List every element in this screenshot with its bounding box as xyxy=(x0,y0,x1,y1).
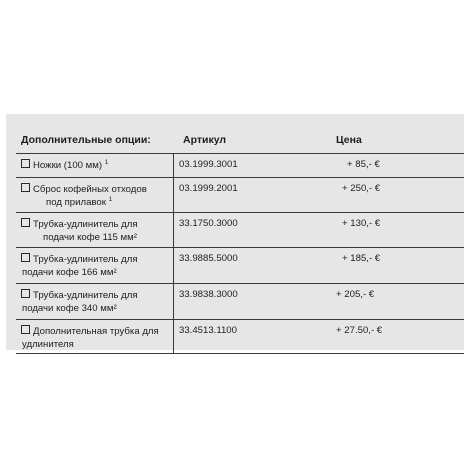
option-name: Сброс кофейных отходов xyxy=(33,184,147,195)
option-name-line2: удлинителя xyxy=(22,338,74,350)
article-cell: 33.4513.1100 xyxy=(179,325,237,336)
checkbox[interactable] xyxy=(21,325,30,334)
option-name-line2: подачи кофе 340 мм² xyxy=(22,302,117,314)
column-divider xyxy=(173,213,174,247)
table-row xyxy=(16,284,464,320)
article-cell: 03.1999.2001 xyxy=(179,183,238,194)
column-divider xyxy=(173,178,174,212)
option-cell xyxy=(21,218,169,244)
column-divider xyxy=(173,320,174,353)
options-panel xyxy=(6,114,464,350)
table-header xyxy=(16,124,464,154)
option-name-line2: подачи кофе 166 мм² xyxy=(22,266,117,278)
price-cell: + 130,- € xyxy=(342,218,381,229)
price-cell: + 85,- € xyxy=(347,159,380,170)
checkbox[interactable] xyxy=(21,253,30,262)
option-name: Дополнительная трубка для xyxy=(33,326,159,337)
footnote-mark: 1 xyxy=(108,195,113,203)
option-cell xyxy=(21,159,169,173)
option-name: Ножки (100 мм) xyxy=(33,160,103,171)
checkbox[interactable] xyxy=(21,183,30,192)
option-name-line2: подачи кофе 115 мм² xyxy=(43,231,137,243)
header-price: Цена xyxy=(336,134,362,146)
article-cell: 03.1999.3001 xyxy=(179,159,238,170)
header-article: Артикул xyxy=(183,134,227,146)
option-cell xyxy=(21,183,169,209)
option-cell xyxy=(21,325,169,351)
checkbox[interactable] xyxy=(21,218,30,227)
column-divider xyxy=(173,154,174,177)
table-row xyxy=(16,154,464,178)
table-row xyxy=(16,213,464,248)
option-name: Трубка-удлинитель для xyxy=(33,254,138,265)
article-cell: 33.9885.5000 xyxy=(179,253,238,264)
checkbox[interactable] xyxy=(21,289,30,298)
footnote-mark: 1 xyxy=(104,159,109,166)
option-name: Трубка-удлинитель для xyxy=(33,290,138,301)
header-options: Дополнительные опции: xyxy=(21,134,151,146)
table-row xyxy=(16,178,464,213)
column-divider xyxy=(173,284,174,319)
column-divider xyxy=(173,248,174,283)
checkbox[interactable] xyxy=(21,159,30,168)
price-cell: + 205,- € xyxy=(336,289,375,300)
table-row xyxy=(16,320,464,354)
table-row xyxy=(16,248,464,284)
option-name-line2: под прилавок xyxy=(46,196,106,208)
option-name: Трубка-удлинитель для xyxy=(33,219,138,230)
option-cell xyxy=(21,289,169,315)
price-cell: + 185,- € xyxy=(342,253,381,264)
article-cell: 33.9838.3000 xyxy=(179,289,238,300)
options-table xyxy=(16,124,464,354)
price-cell: + 27.50,- € xyxy=(336,325,383,336)
article-cell: 33.1750.3000 xyxy=(179,218,238,229)
price-cell: + 250,- € xyxy=(342,183,381,194)
option-cell xyxy=(21,253,169,279)
